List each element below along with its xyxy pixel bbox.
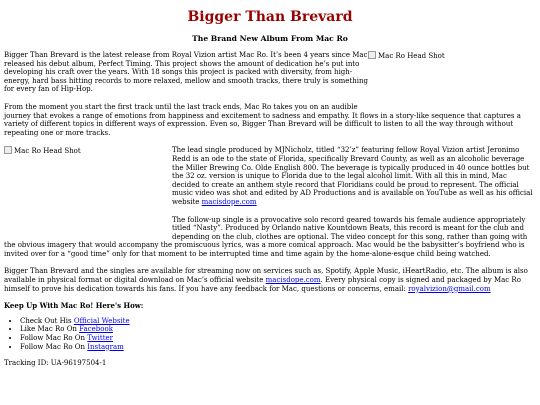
journey-paragraph: From the moment you start the first track until the last track ends, Mac Ro takes you on an audible journey that evokes a range of emotions from happiness and excitement to sadness and empathy. It flows in a story-like sequence that captures a variety of different topics in different ways of expression. Even so, Bigger Than Brevard will be difficult to listen to all the way through without repeating one or more tracks. (4, 102, 521, 137)
head-shot-alt-text-2: Mac Ro Head Shot (14, 147, 81, 156)
follow-up-single-paragraph: The follow-up single is a provocative solo record geared towards his female audience appropriately titled “Nasty”. Produced by Orlando native Kountdown Beats, this record is meant for the club and depending on the club, clothes are optional. The video concept for this song, rather than going with the obvious imagery that would accompany the promiscuous lyrics, was a more comical approach. Mac would be the babysitter’s boyfriend who is invited over for a “good time” only for that moment to be interrupted time and time again by the home-alone-esque child being watched. (4, 215, 528, 258)
head-shot-image-2 (4, 146, 172, 236)
head-shot-alt-text-1: Mac Ro Head Shot (378, 52, 445, 60)
official-website-link[interactable]: Official Website (73, 316, 130, 325)
follow-item-prefix: Follow Mac Ro On (20, 342, 88, 351)
twitter-link[interactable]: Twitter (87, 334, 114, 343)
lead-single-text: The lead single produced by MJNicholz, titled “32’z” featuring fellow Royal Vizion artist Jeronimo Redd is an ode to the state of Florida, specifically Brevard County, as well as an alcoholic beverage the Miller Brewing Co. Olde English 800. The beverage is typically produced in 40 ounce bottles but the 32 oz. version is unique to Florida due to the legal alcohol limit. With all this in mind, Mac decided to create an anthem style record that Floridians could be proud to represent. The official music video was shot and edited by AD Productions and is available on YouTube as well as his official website (172, 146, 533, 206)
website-link-1[interactable]: macisdope.com (201, 197, 257, 206)
follow-item-instagram (20, 343, 536, 352)
email-link[interactable]: royalvizion@gmail.com (408, 284, 491, 293)
facebook-link[interactable]: Facebook (79, 325, 113, 334)
broken-image-icon (368, 51, 536, 61)
article-body (4, 51, 536, 368)
availability-paragraph (4, 267, 536, 293)
page-title: Bigger Than Brevard (187, 9, 353, 25)
website-link-2[interactable]: macisdope.com (265, 276, 321, 285)
follow-item-facebook (20, 325, 536, 334)
tracking-id: Tracking ID: UA-96197504-1 (4, 359, 107, 368)
availability-text-1: Bigger Than Brevard and the singles are available for streaming now on services such as, Spotify, Apple Music, iHeartRadio, etc. The album is also available in physical format or digital download on Mac’s official website (4, 267, 528, 285)
follow-list (4, 317, 536, 351)
follow-item-prefix: Follow Mac Ro On (20, 334, 88, 343)
head-shot-image-1 (368, 51, 536, 111)
broken-image-icon-2 (4, 146, 172, 156)
instagram-link[interactable]: Instagram (87, 342, 124, 351)
follow-heading: Keep Up With Mac Ro! Here's How: (4, 301, 144, 311)
availability-text-2: . Every physical copy is signed and packaged by Mac Ro himself to prove his dedication towards his fans. If you have any feedback for Mac, questions or concerns, email: (4, 276, 521, 293)
follow-item-prefix: Check Out His (20, 316, 74, 325)
follow-item-prefix: Like Mac Ro On (20, 325, 80, 334)
intro-paragraph: Bigger Than Brevard is the latest release from Royal Vizion artist Mac Ro. It’s been 4 years since Mac released his debut album, Perfect Timing. This project shows the amount of dedication he’s put into developing his craft over the years. With 18 songs this project is packed with diversity, from high-energy, hard bass hitting records to more relaxed, mellow and smooth tracks, there truly is something for every fan of Hip-Hop. (4, 51, 369, 94)
page-subtitle: The Brand New Album From Mac Ro (192, 34, 348, 43)
follow-item-website (20, 317, 536, 326)
follow-item-twitter (20, 334, 536, 343)
